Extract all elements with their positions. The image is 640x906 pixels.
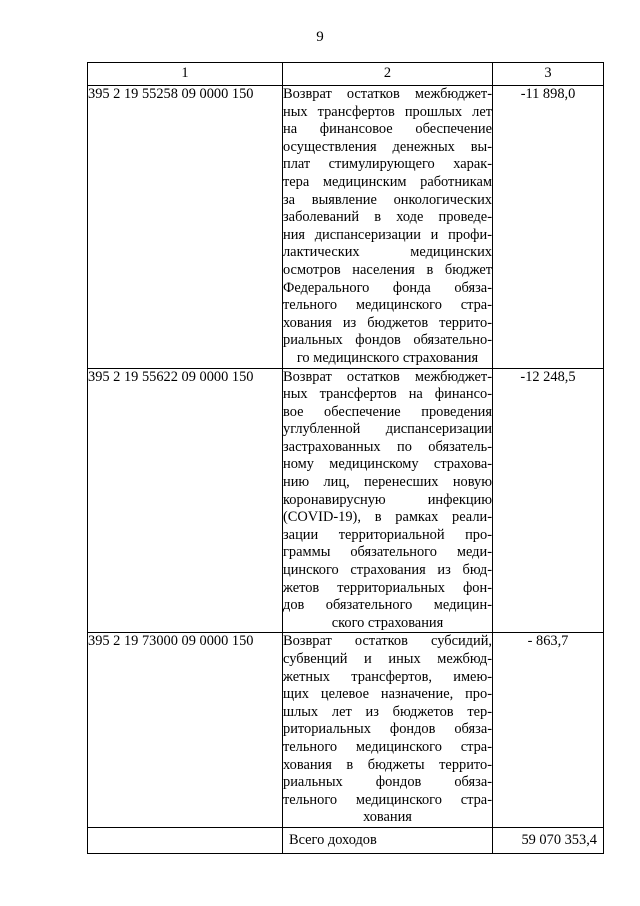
- revenue-description: [283, 633, 493, 828]
- revenue-amount: -12 248,5: [493, 368, 604, 633]
- description-line: ному медицинскому страхова-: [283, 456, 492, 473]
- description-line: риториальных фондов обяза-: [283, 721, 492, 738]
- description-line: плат стимулирующего харак-: [283, 156, 492, 173]
- description-line: тельного медицинского стра-: [283, 738, 492, 755]
- description-line: за выявление онкологических: [283, 191, 492, 208]
- total-label: Всего доходов: [283, 827, 493, 853]
- budget-code: 395 2 19 73000 09 0000 150: [88, 633, 283, 828]
- description-line: ния диспансеризации и профи-: [283, 226, 492, 243]
- budget-code: 395 2 19 55258 09 0000 150: [88, 86, 283, 369]
- description-line: тельного медицинского стра-: [283, 297, 492, 314]
- page-number: 9: [316, 29, 324, 45]
- description-line: хования из бюджетов террито-: [283, 314, 492, 331]
- description-line: Федерального фонда обяза-: [283, 279, 492, 296]
- description-line: ных трансфертов прошлых лет: [283, 103, 492, 120]
- description-line: цинского страхования из бюд-: [283, 562, 492, 579]
- empty-code-cell: [88, 827, 283, 853]
- description-line: вое обеспечение проведения: [283, 403, 492, 420]
- description-line: Возврат остатков межбюджет-: [283, 368, 492, 385]
- description-line: жетов территориальных фон-: [283, 579, 492, 596]
- description-line: заболеваний в ходе проведе-: [283, 209, 492, 226]
- total-row: [88, 827, 604, 853]
- description-line: го медицинского страхования: [296, 349, 479, 366]
- total-amount: 59 070 353,4: [493, 827, 604, 853]
- revenue-amount: - 863,7: [493, 633, 604, 828]
- revenue-amount: -11 898,0: [493, 86, 604, 369]
- table-row: [88, 633, 604, 828]
- description-line: ского страхования: [331, 614, 444, 631]
- revenue-description: [283, 86, 493, 369]
- description-line: дов обязательного медицин-: [283, 597, 492, 614]
- description-line: Возврат остатков субсидий,: [283, 633, 492, 650]
- description-line: риальных фондов обяза-: [283, 774, 492, 791]
- revenue-description: [283, 368, 493, 633]
- description-line: (COVID-19), в рамках реали-: [283, 509, 492, 526]
- column-header-1: 1: [88, 63, 283, 86]
- table-row: [88, 368, 604, 633]
- description-line: осуществления денежных вы-: [283, 138, 492, 155]
- description-line: субвенций и иных межбюд-: [283, 651, 492, 667]
- table-header-row: [88, 63, 604, 86]
- description-line: Возврат остатков межбюджет-: [283, 86, 492, 102]
- description-line: осмотров населения в бюджет: [283, 261, 492, 278]
- revenue-table: [87, 62, 604, 854]
- description-line: риальных фондов обязательно-: [283, 332, 492, 349]
- description-line: на финансовое обеспечение: [283, 121, 492, 138]
- column-header-2: 2: [283, 63, 493, 86]
- description-line: шлых лет из бюджетов тер-: [283, 703, 492, 720]
- description-line: граммы обязательного меди-: [283, 544, 492, 561]
- description-line: зации территориальной про-: [283, 526, 492, 543]
- budget-code: 395 2 19 55622 09 0000 150: [88, 368, 283, 633]
- table-row: [88, 86, 604, 369]
- description-line: тельного медицинского стра-: [283, 791, 492, 808]
- description-line: хования: [363, 809, 412, 826]
- column-header-3: 3: [493, 63, 604, 86]
- description-line: коронавирусную инфекцию: [283, 491, 492, 508]
- description-line: углубленной диспансеризации: [283, 421, 492, 438]
- description-line: хования в бюджеты террито-: [283, 756, 492, 773]
- description-line: ных трансфертов на финансо-: [283, 386, 492, 403]
- description-line: нию лиц, перенесших новую: [283, 474, 492, 491]
- description-line: жетных трансфертов, имею-: [283, 668, 492, 685]
- description-line: застрахованных по обязатель-: [283, 438, 492, 455]
- description-line: тера медицинским работникам: [283, 173, 492, 190]
- description-line: лактических медицинских: [283, 244, 492, 261]
- description-line: щих целевое назначение, про-: [283, 686, 492, 703]
